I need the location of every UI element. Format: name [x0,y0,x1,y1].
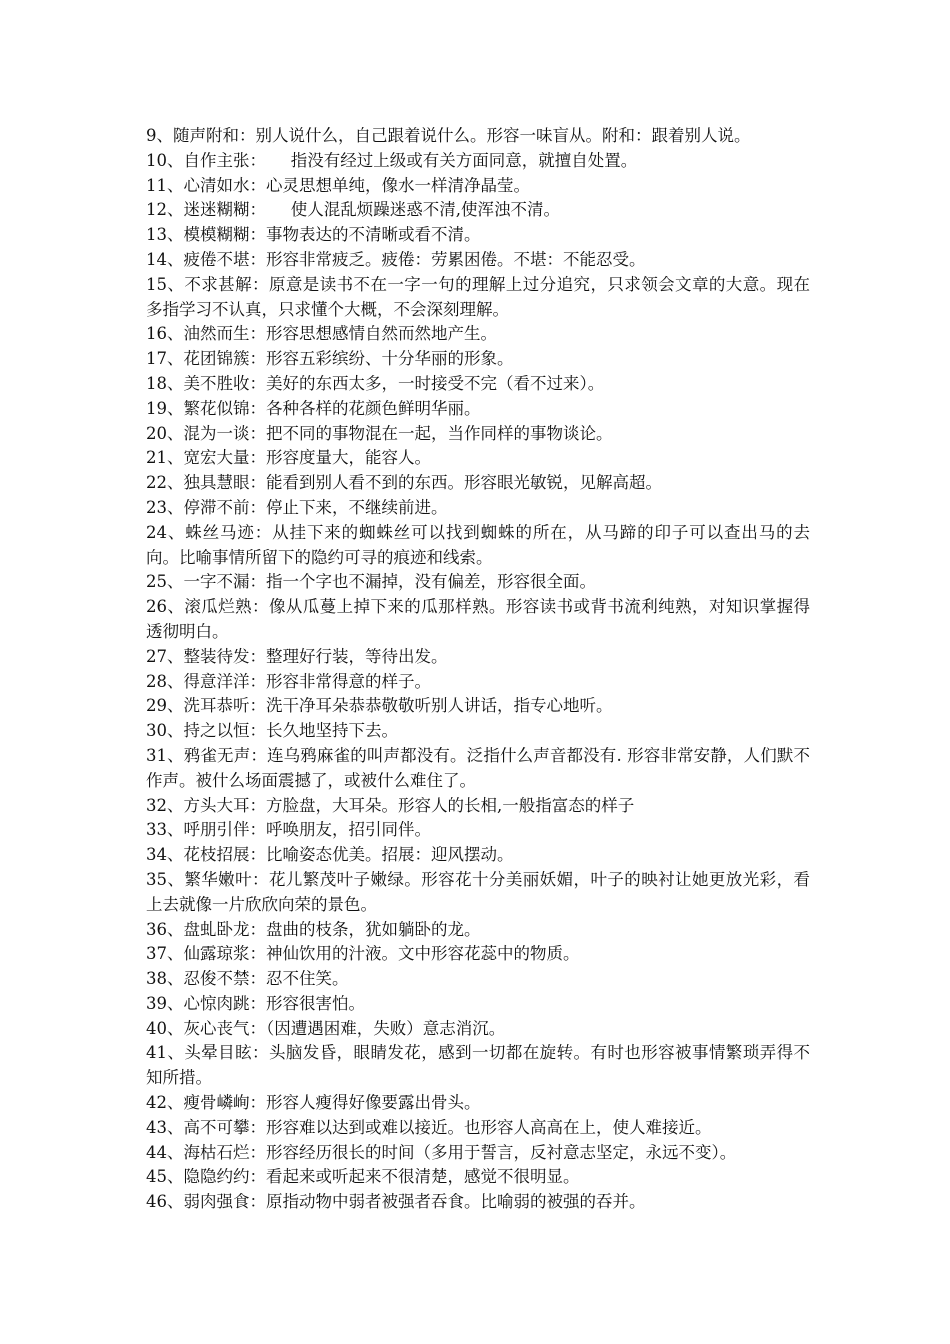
idiom-entry-39: 39、心惊肉跳：形容很害怕。 [146,993,365,1013]
idiom-entry-15: 15、不求甚解：原意是读书不在一字一句的理解上过分追究，只求领会文章的大意。现在多指学习不认真，只求懂个大概，不会深刻理解。 [146,274,810,319]
idiom-entry-26: 26、滚瓜烂熟：像从瓜蔓上掉下来的瓜那样熟。形容读书或背书流利纯熟，对知识掌握得透彻明白。 [146,597,810,641]
idiom-entry-46: 46、弱肉强食：原指动物中弱者被强者吞食。比喻弱的被强的吞并。 [146,1192,646,1212]
idiom-entry-45: 45、隐隐约约：看起来或听起来不很清楚，感觉不很明显。 [146,1167,580,1187]
idiom-list [146,124,810,1215]
idiom-entry-17: 17、花团锦簇：形容五彩缤纷、十分华丽的形象。 [146,349,514,369]
idiom-entry-23: 23、停滞不前：停止下来，不继续前进。 [146,497,448,517]
idiom-entry-12: 12、迷迷糊糊： 使人混乱烦躁迷惑不清,使浑浊不清。 [146,200,560,220]
idiom-entry-44: 44、海枯石烂：形容经历很长的时间（多用于誓言，反衬意志坚定，永远不变）。 [146,1142,737,1162]
idiom-entry-40: 40、灰心丧气：（因遭遇困难，失败）意志消沉。 [146,1018,506,1038]
idiom-entry-20: 20、混为一谈：把不同的事物混在一起，当作同样的事物谈论。 [146,423,613,443]
idiom-entry-14: 14、疲倦不堪：形容非常疲乏。疲倦：劳累困倦。不堪：不能忍受。 [146,249,646,269]
idiom-entry-41: 41、头晕目眩：头脑发昏，眼睛发花，感到一切都在旋转。有时也形容被事情繁琐弄得不知所措。 [146,1043,810,1088]
idiom-entry-24: 24、蛛丝马迹：从挂下来的蜘蛛丝可以找到蜘蛛的所在，从马蹄的印子可以查出马的去向。比喻事情所留下的隐约可寻的痕迹和线索。 [146,522,810,567]
idiom-entry-42: 42、瘦骨嶙峋：形容人瘦得好像要露出骨头。 [146,1093,481,1113]
idiom-entry-38: 38、忍俊不禁：忍不住笑。 [146,969,349,989]
idiom-entry-25: 25、一字不漏：指一个字也不漏掉，没有偏差，形容很全面。 [146,572,596,592]
idiom-entry-18: 18、美不胜收：美好的东西太多，一时接受不完（看不过来）。 [146,373,605,393]
idiom-entry-11: 11、心清如水：心灵思想单纯，像水一样清净晶莹。 [146,175,530,195]
idiom-entry-37: 37、仙露琼浆：神仙饮用的汁液。文中形容花蕊中的物质。 [146,944,580,964]
idiom-entry-13: 13、模模糊糊：事物表达的不清晰或看不清。 [146,225,481,245]
idiom-entry-27: 27、整装待发：整理好行装，等待出发。 [146,646,448,666]
idiom-entry-30: 30、持之以恒：长久地坚持下去。 [146,721,398,741]
idiom-entry-32: 32、方头大耳：方脸盘，大耳朵。形容人的长相,一般指富态的样子 [146,795,635,815]
idiom-entry-31: 31、鸦雀无声：连乌鸦麻雀的叫声都没有。泛指什么声音都没有. 形容非常安静，人们默不作声。被什么场面震撼了，或被什么难住了。 [146,745,810,790]
idiom-entry-29: 29、洗耳恭听：洗干净耳朵恭恭敬敬听别人讲话，指专心地听。 [146,696,613,716]
idiom-entry-28: 28、得意洋洋：形容非常得意的样子。 [146,671,431,691]
idiom-entry-10: 10、自作主张： 指没有经过上级或有关方面同意，就擅自处置。 [146,150,638,170]
idiom-entry-35: 35、繁华嫩叶：花儿繁茂叶子嫩绿。形容花十分美丽妖媚，叶子的映衬让她更放光彩，看上去就像一片欣欣向荣的景色。 [146,869,810,914]
idiom-entry-9: 9、随声附和：别人说什么，自己跟着说什么。形容一味盲从。附和：跟着别人说。 [146,126,751,145]
idiom-entry-16: 16、油然而生：形容思想感情自然而然地产生。 [146,324,497,344]
idiom-entry-43: 43、高不可攀：形容难以达到或难以接近。也形容人高高在上，使人难接近。 [146,1117,712,1137]
idiom-entry-36: 36、盘虬卧龙：盘曲的枝条，犹如躺卧的龙。 [146,919,481,939]
idiom-entry-21: 21、宽宏大量：形容度量大，能容人。 [146,448,431,468]
idiom-entry-22: 22、独具慧眼：能看到别人看不到的东西。形容眼光敏锐，见解高超。 [146,473,662,493]
idiom-entry-19: 19、繁花似锦：各种各样的花颜色鲜明华丽。 [146,398,481,418]
idiom-entry-34: 34、花枝招展：比喻姿态优美。招展：迎风摆动。 [146,845,514,865]
idiom-entry-33: 33、呼朋引伴：呼唤朋友，招引同伴。 [146,820,431,840]
